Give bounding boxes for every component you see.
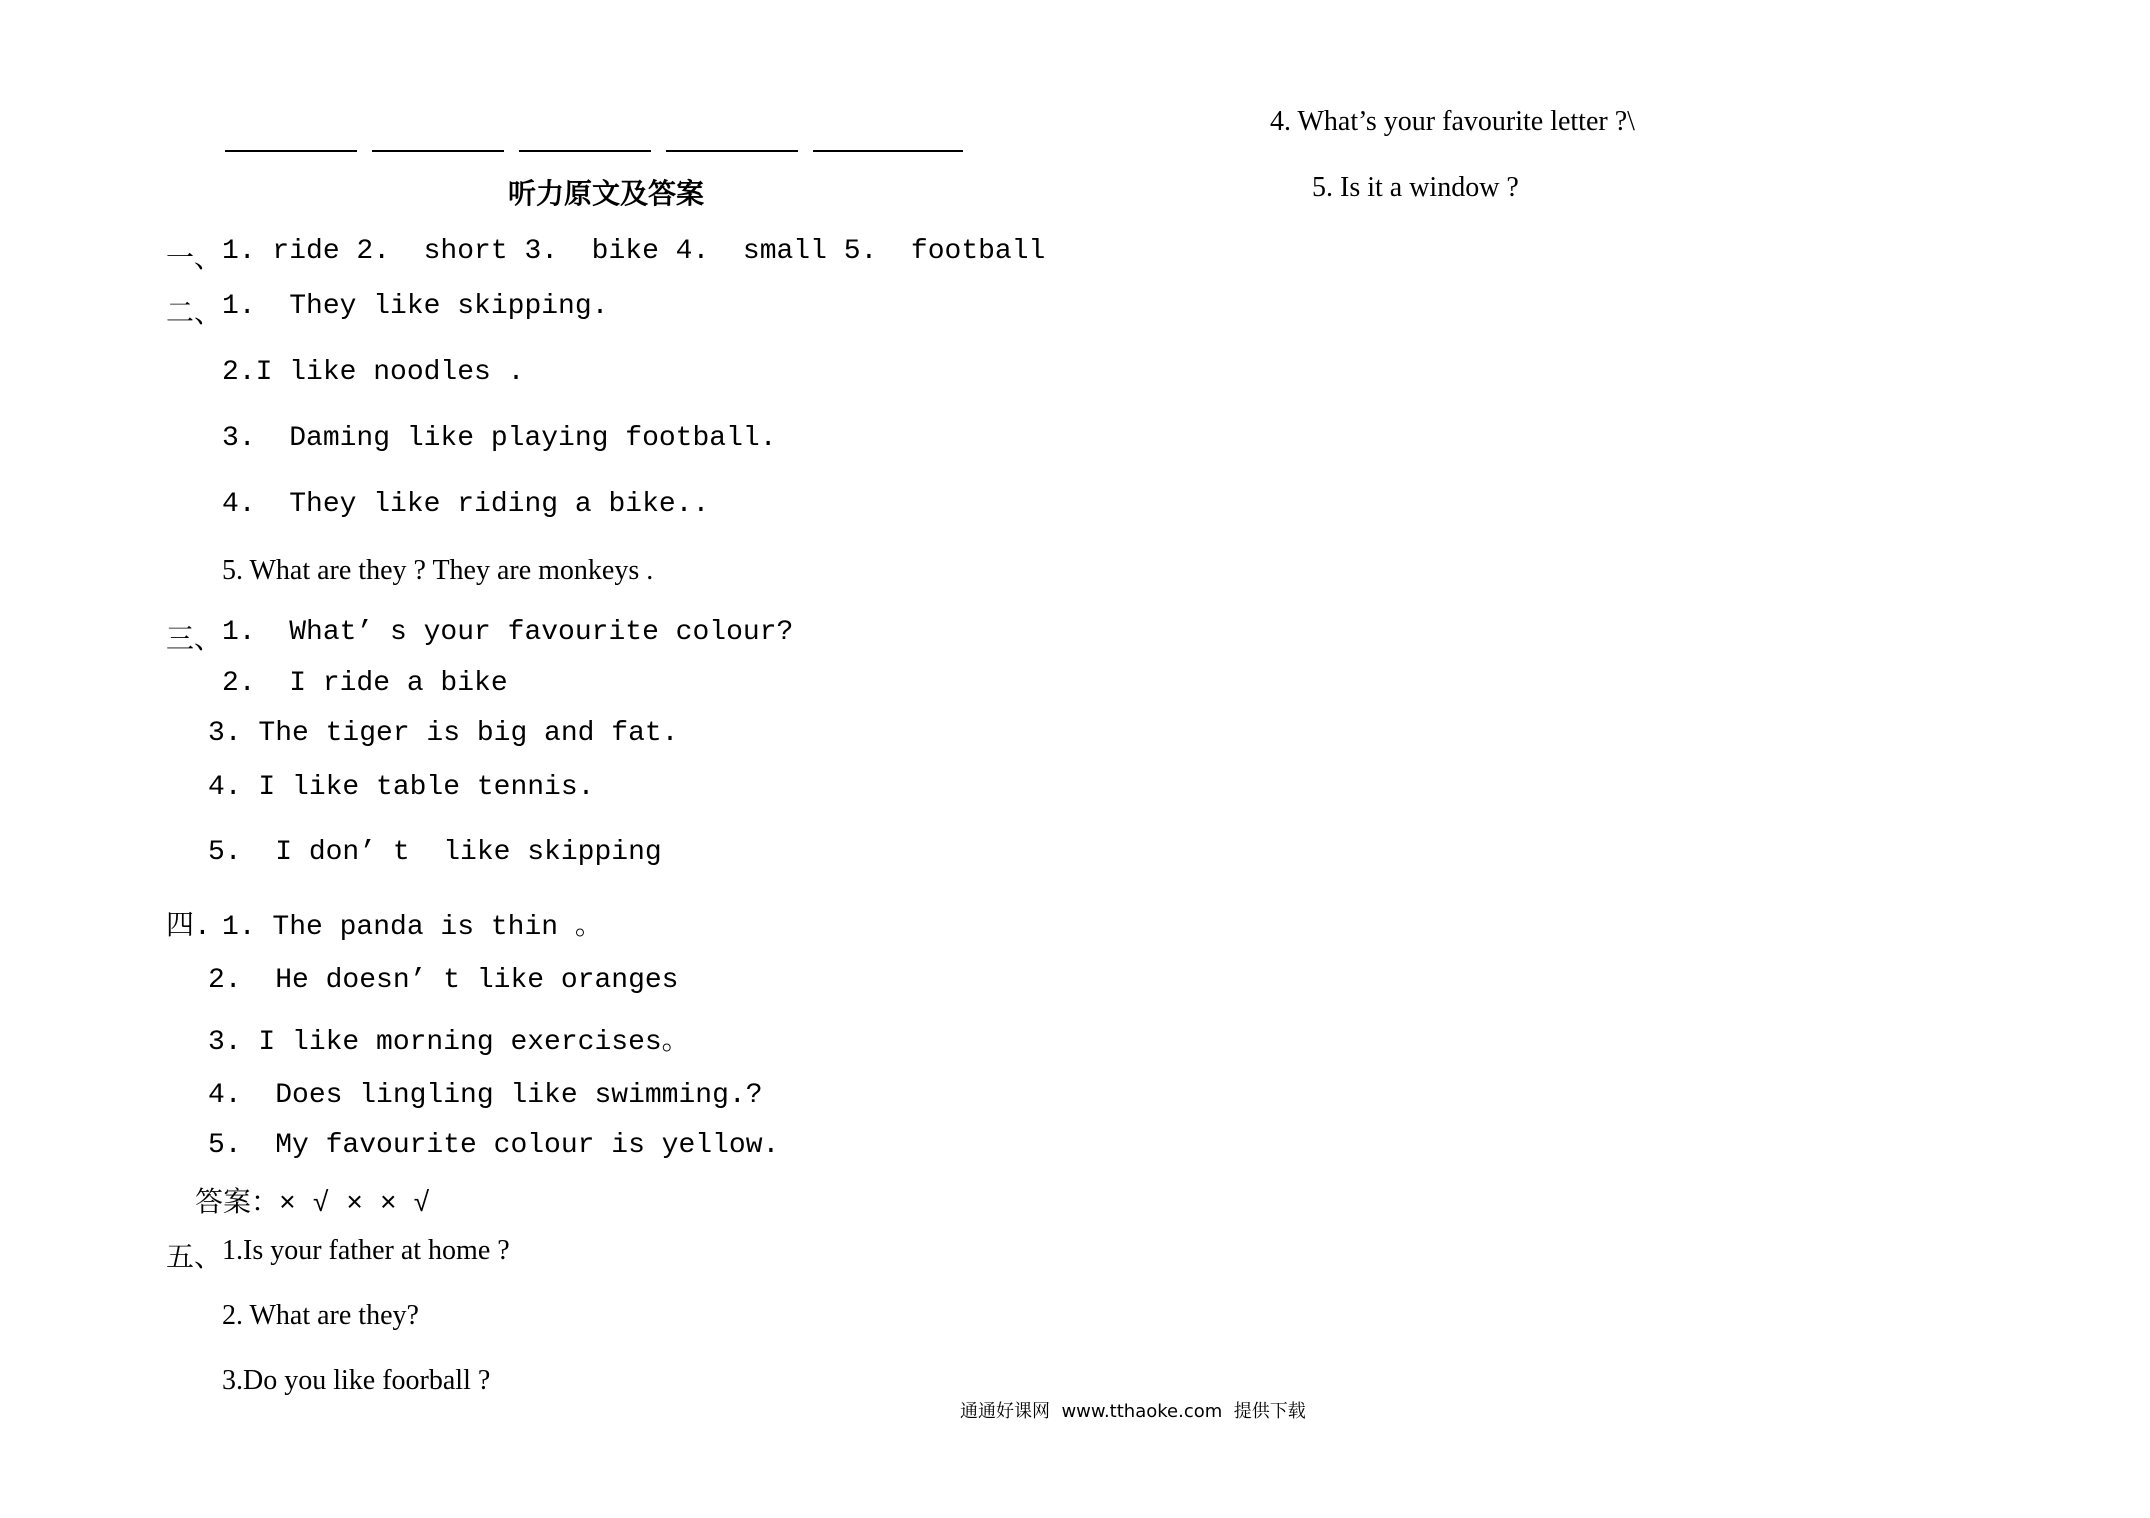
answer-blank-4 [666,150,798,152]
section-3-item-3: 3. The tiger is big and fat. [208,718,679,749]
page-title: 听力原文及答案 [508,177,705,210]
section-5-label: 五、 [166,1242,223,1273]
section-4-item-4: 4. Does lingling like swimming.? [208,1080,763,1111]
answer-blank-5 [813,150,963,152]
section-2-item-4: 4. They like riding a bike.. [222,489,710,520]
section-4-item-5: 5. My favourite colour is yellow. [208,1130,780,1161]
answer-blank-1 [225,150,357,152]
section-2-item-5: 5. What are they ? They are monkeys . [222,555,654,586]
section-3-item-1: 1. What’ s your favourite colour? [222,617,794,648]
section-2-item-3: 3. Daming like playing football. [222,423,777,454]
section-3-item-2: 2. I ride a bike [222,668,508,699]
section-2-item-2: 2.I like noodles . [222,357,525,388]
section-4-item-1: 1. The panda is thin 。 [222,912,603,943]
section-3-item-5: 5. I don’ t like skipping [208,837,662,868]
section-3-label: 三、 [166,626,223,657]
section-4-item-2: 2. He doesn’ t like oranges [208,965,679,996]
answer-blank-3 [519,150,651,152]
section-5-item-4: 4. What’s your favourite letter ?\ [1270,106,1635,137]
section-5-item-2: 2. What are they? [222,1300,419,1331]
section-1-label: 一、 [166,245,223,276]
section-5-item-5: 5. Is it a window ? [1312,172,1519,203]
section-1-answers: 1. ride 2. short 3. bike 4. small 5. football [222,236,1046,267]
section-2-label: 二、 [166,300,223,331]
footer-source: 通通好课网 www.tthaoke.com 提供下载 [960,1401,1306,1422]
section-3-item-4: 4. I like table tennis. [208,772,595,803]
section-4-answer-key: 答案：× √ × × √ [195,1189,431,1220]
answer-blank-2 [372,150,504,152]
section-4-item-3: 3. I like morning exercises。 [208,1027,690,1058]
section-5-item-3: 3.Do you like foorball ? [222,1365,491,1396]
section-4-label: 四. [166,912,211,943]
section-5-item-1: 1.Is your father at home ? [222,1235,510,1266]
section-2-item-1: 1. They like skipping. [222,291,609,322]
